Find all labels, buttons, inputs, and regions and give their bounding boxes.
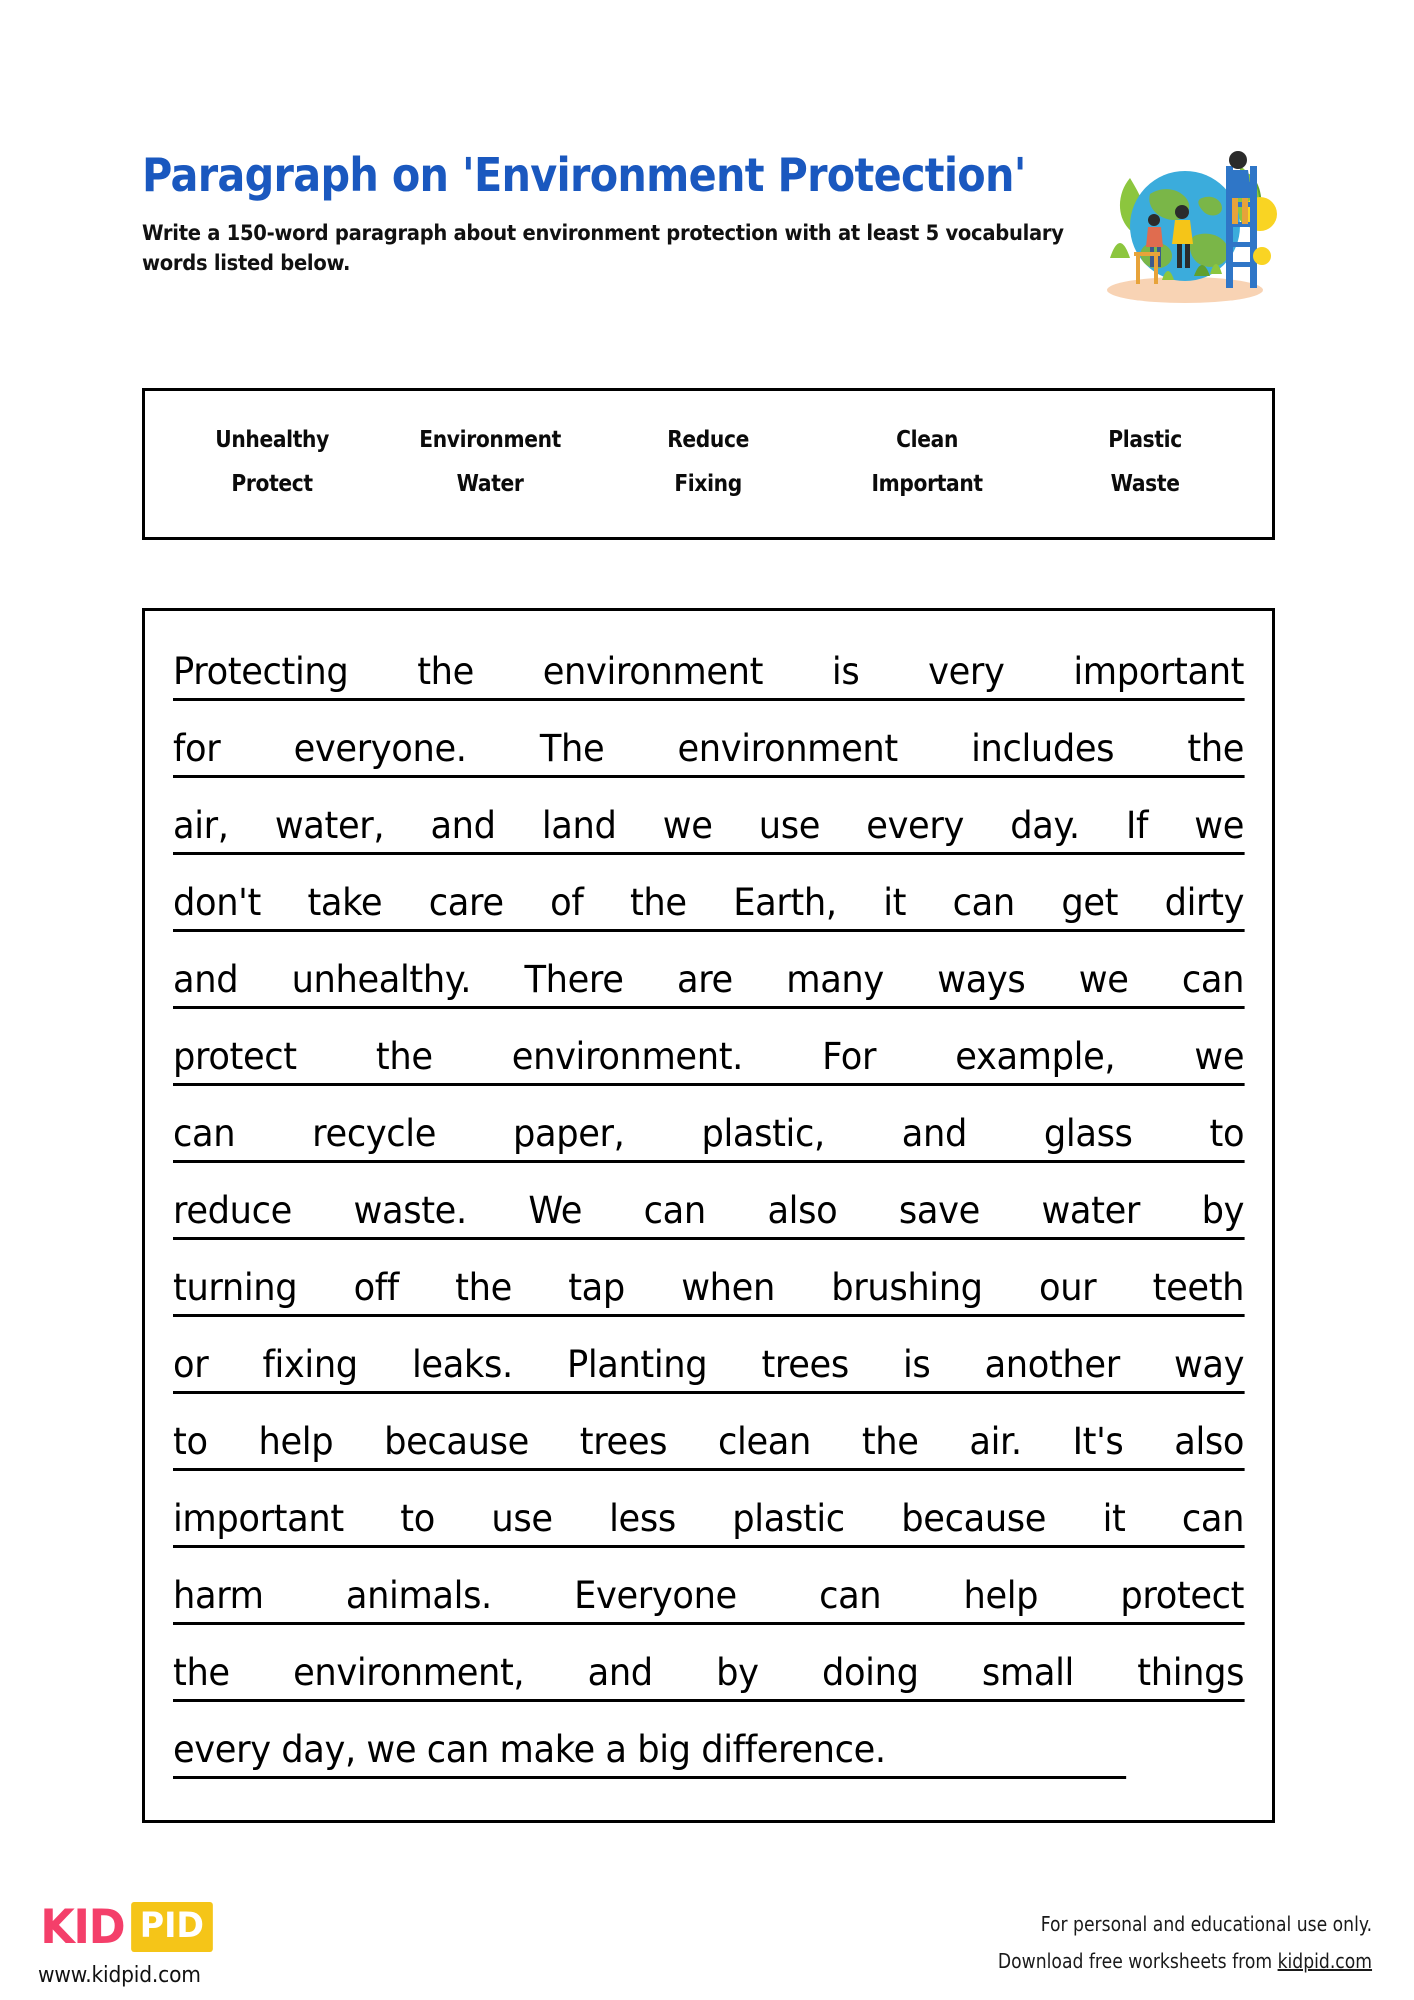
answer-word: animals.: [345, 1573, 492, 1617]
answer-word: If: [1125, 803, 1149, 847]
answer-word: and: [901, 1111, 967, 1155]
answer-word: we: [1194, 1034, 1245, 1078]
answer-word: make: [499, 1727, 595, 1771]
answer-word: the: [375, 1034, 433, 1078]
answer-word: to: [1209, 1111, 1245, 1155]
kidpid-link[interactable]: kidpid.com: [1277, 1949, 1372, 1973]
answer-line: [173, 1403, 1244, 1480]
vocabulary-word: Reduce: [667, 427, 750, 453]
answer-word: big: [637, 1727, 691, 1771]
answer-word: water,: [274, 803, 385, 847]
vocabulary-word: Water: [456, 471, 524, 497]
vocabulary-word: Clean: [895, 427, 958, 453]
answer-word: For: [822, 1034, 877, 1078]
answer-word: can: [819, 1573, 882, 1617]
answer-word: because: [901, 1496, 1047, 1540]
page-footer: [0, 1890, 1414, 2000]
answer-word: way: [1173, 1342, 1245, 1386]
answer-word: for: [173, 726, 221, 770]
answer-word: Everyone: [574, 1573, 737, 1617]
answer-word: trees: [761, 1342, 849, 1386]
answer-word: Protecting: [173, 649, 349, 693]
answer-word: it: [883, 880, 907, 924]
answer-word: unhealthy.: [291, 957, 472, 1001]
answer-word: We: [528, 1188, 583, 1232]
answer-word: trees: [579, 1419, 668, 1463]
answer-word: everyone.: [293, 726, 467, 770]
answer-word: reduce: [173, 1188, 292, 1232]
answer-word: land: [541, 803, 617, 847]
answer-word: are: [676, 957, 733, 1001]
footer-notice-line2: [998, 1943, 1372, 1980]
answer-word: can: [426, 1727, 489, 1771]
answer-word: also: [1174, 1419, 1245, 1463]
answer-word: use: [491, 1496, 553, 1540]
answer-line: [173, 1557, 1244, 1634]
vocabulary-word: Fixing: [674, 471, 743, 497]
answer-word: save: [898, 1188, 980, 1232]
answer-word: care: [428, 880, 504, 924]
answer-word: to: [400, 1496, 435, 1540]
answer-line: [173, 1634, 1244, 1711]
answer-word: can: [952, 880, 1015, 924]
instructions-text: Write a 150-word paragraph about environment protection with at least 5 vocabulary words listed below.: [142, 220, 1064, 275]
answer-word: teeth: [1152, 1265, 1245, 1309]
answer-word: brushing: [831, 1265, 983, 1309]
vocabulary-box: [142, 388, 1275, 540]
answer-word: environment: [542, 649, 764, 693]
answer-line: [173, 787, 1244, 864]
answer-line: [173, 941, 1244, 1018]
answer-word: help: [258, 1419, 334, 1463]
logo-mark: [38, 1900, 215, 1954]
answer-word: plastic,: [701, 1111, 825, 1155]
answer-word: important: [1073, 649, 1245, 693]
answer-word: is: [831, 649, 860, 693]
answer-word: fixing: [262, 1342, 358, 1386]
answer-word: is: [903, 1342, 931, 1386]
logo-pid-badge: PID: [132, 1902, 213, 1952]
answer-word: the: [861, 1419, 919, 1463]
answer-word: to: [173, 1419, 208, 1463]
answer-word: day.: [1010, 803, 1080, 847]
answer-word: and: [587, 1650, 653, 1694]
answer-line: [173, 710, 1244, 787]
answer-word: dirty: [1164, 880, 1245, 924]
answer-line: [173, 1018, 1244, 1095]
answer-word: The: [539, 726, 605, 770]
answer-word: another: [984, 1342, 1120, 1386]
footer-notice: [998, 1906, 1372, 1980]
answer-word: it: [1102, 1496, 1126, 1540]
footer-notice-line1: For personal and educational use only.: [1040, 1912, 1372, 1936]
answer-word: environment: [677, 726, 898, 770]
answer-word: every: [173, 1727, 271, 1771]
vocabulary-word: Important: [871, 471, 983, 497]
answer-word: glass: [1043, 1111, 1133, 1155]
answer-line: [173, 1711, 1244, 1788]
answer-word: day,: [281, 1727, 356, 1771]
vocabulary-row: [163, 418, 1254, 462]
answer-word: we: [366, 1727, 417, 1771]
answer-word: example,: [955, 1034, 1116, 1078]
answer-word: the: [173, 1650, 230, 1694]
vocabulary-row: [163, 462, 1254, 506]
logo-website-url: www.kidpid.com: [38, 1963, 201, 1988]
answer-line: [173, 1172, 1244, 1249]
answer-word: Earth,: [733, 880, 837, 924]
kidpid-logo: [38, 1900, 215, 1988]
answer-word: help: [963, 1573, 1039, 1617]
vocabulary-word: Protect: [231, 471, 313, 497]
answer-word: can: [643, 1188, 706, 1232]
answer-line: [173, 1326, 1244, 1403]
answer-word: the: [455, 1265, 512, 1309]
answer-word: tap: [568, 1265, 625, 1309]
answer-word: our: [1039, 1265, 1097, 1309]
answer-line: [173, 864, 1244, 941]
answer-word: paper,: [513, 1111, 625, 1155]
answer-word: and: [430, 803, 496, 847]
earth-globe-illustration: [1090, 148, 1280, 308]
answer-word: less: [609, 1496, 676, 1540]
answer-word: clean: [718, 1419, 811, 1463]
answer-word: includes: [971, 726, 1115, 770]
answer-line: [173, 1249, 1244, 1326]
answer-word: ways: [937, 957, 1026, 1001]
answer-word: important: [173, 1496, 344, 1540]
vocabulary-word: Plastic: [1108, 427, 1182, 453]
answer-word: things: [1137, 1650, 1245, 1694]
answer-word: plastic: [732, 1496, 845, 1540]
answer-word: waste.: [353, 1188, 467, 1232]
answer-word: every: [866, 803, 964, 847]
answer-word: by: [716, 1650, 759, 1694]
answer-word: also: [767, 1188, 838, 1232]
page-title: Paragraph on 'Environment Protection': [142, 148, 1026, 202]
answer-word: doing: [821, 1650, 919, 1694]
answer-word: when: [681, 1265, 775, 1309]
answer-word: use: [758, 803, 821, 847]
answer-line: [173, 1095, 1244, 1172]
answer-word: environment,: [293, 1650, 525, 1694]
answer-word: of: [550, 880, 584, 924]
answer-word: difference.: [701, 1727, 886, 1771]
answer-word: the: [417, 649, 474, 693]
logo-kid-text: KID: [40, 1899, 125, 1955]
answer-word: leaks.: [411, 1342, 513, 1386]
answer-word: we: [1194, 803, 1245, 847]
answer-word: protect: [173, 1034, 297, 1078]
answer-word: many: [786, 957, 884, 1001]
answer-word: we: [1078, 957, 1129, 1001]
answer-word: Planting: [566, 1342, 708, 1386]
answer-word: off: [353, 1265, 399, 1309]
vocabulary-word: Environment: [419, 427, 562, 453]
answer-word: It's: [1072, 1419, 1124, 1463]
answer-word: can: [173, 1111, 236, 1155]
answer-word: get: [1061, 880, 1119, 924]
answer-word: There: [524, 957, 624, 1001]
answer-word: a: [605, 1727, 627, 1771]
answer-word: air.: [969, 1419, 1022, 1463]
answer-word: the: [629, 880, 687, 924]
answer-word: or: [173, 1342, 209, 1386]
answer-word: by: [1201, 1188, 1245, 1232]
answer-word: protect: [1120, 1573, 1245, 1617]
answer-word: recycle: [312, 1111, 437, 1155]
answer-word: the: [1187, 726, 1245, 770]
answer-line: [173, 633, 1244, 710]
answer-word: air,: [173, 803, 229, 847]
answer-word: can: [1181, 1496, 1245, 1540]
answer-word: don't: [173, 880, 261, 924]
answer-word: water: [1041, 1188, 1141, 1232]
answer-word: we: [662, 803, 713, 847]
footer-notice-prefix: Download free worksheets from: [997, 1949, 1278, 1973]
answer-word: harm: [173, 1573, 264, 1617]
answer-writing-area[interactable]: [142, 608, 1275, 1823]
answer-word: can: [1181, 957, 1245, 1001]
answer-word: because: [384, 1419, 529, 1463]
answer-word: and: [173, 957, 239, 1001]
answer-word: small: [981, 1650, 1074, 1694]
vocabulary-word: Unhealthy: [215, 427, 329, 453]
answer-line: [173, 1480, 1244, 1557]
answer-word: turning: [173, 1265, 298, 1309]
vocabulary-word: Waste: [1110, 471, 1180, 497]
answer-word: environment.: [511, 1034, 743, 1078]
answer-word: take: [307, 880, 383, 924]
answer-word: very: [928, 649, 1005, 693]
